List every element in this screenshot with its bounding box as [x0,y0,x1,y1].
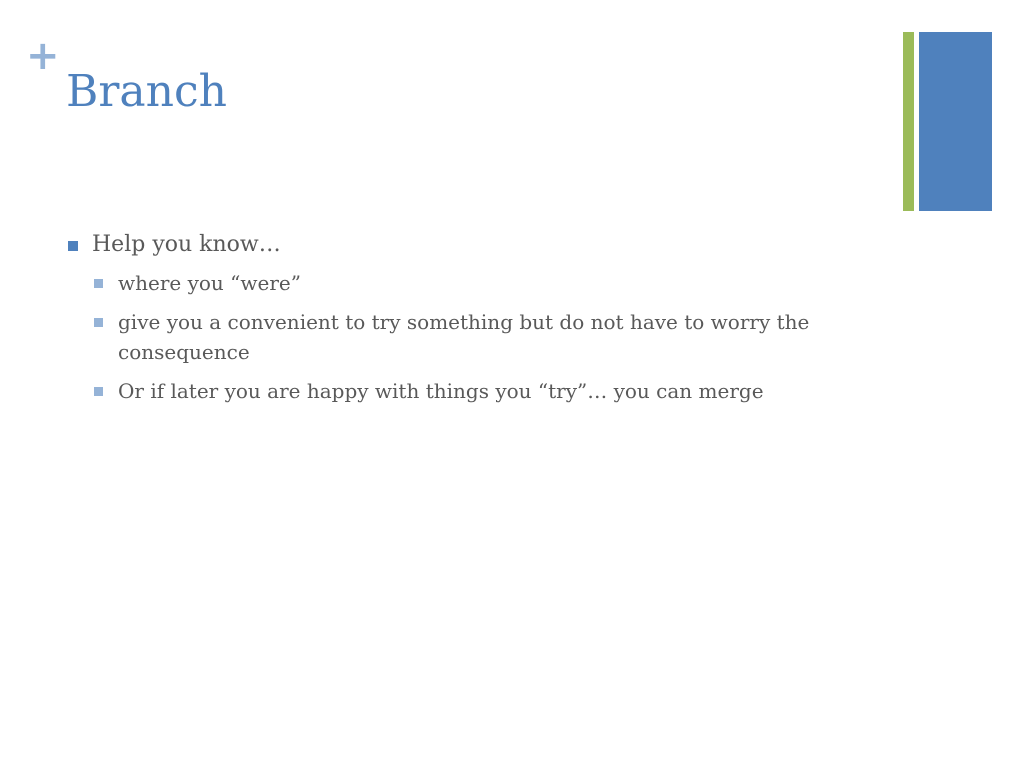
square-bullet-icon [94,318,103,327]
sub-bullet-item [94,268,888,298]
accent-bar-blue [919,32,992,211]
bullet-text: Help you know… [92,232,281,257]
square-bullet-icon [94,279,103,288]
square-bullet-icon [94,387,103,396]
plus-icon: + [26,33,60,79]
sub-bullet-list [94,268,888,406]
square-bullet-icon [68,241,78,251]
sub-bullet-text: where you “were” [118,271,301,295]
slide-title: Branch [66,66,227,117]
sub-bullet-item [94,376,888,406]
accent-bar-green [903,32,914,211]
sub-bullet-item [94,307,888,367]
sub-bullet-text: give you a convenient to try something but do not have to worry the consequence [118,310,810,364]
sub-bullet-text: Or if later you are happy with things you “try”… you can merge [118,379,764,403]
slide-body [68,228,888,415]
bullet-item [68,228,888,262]
